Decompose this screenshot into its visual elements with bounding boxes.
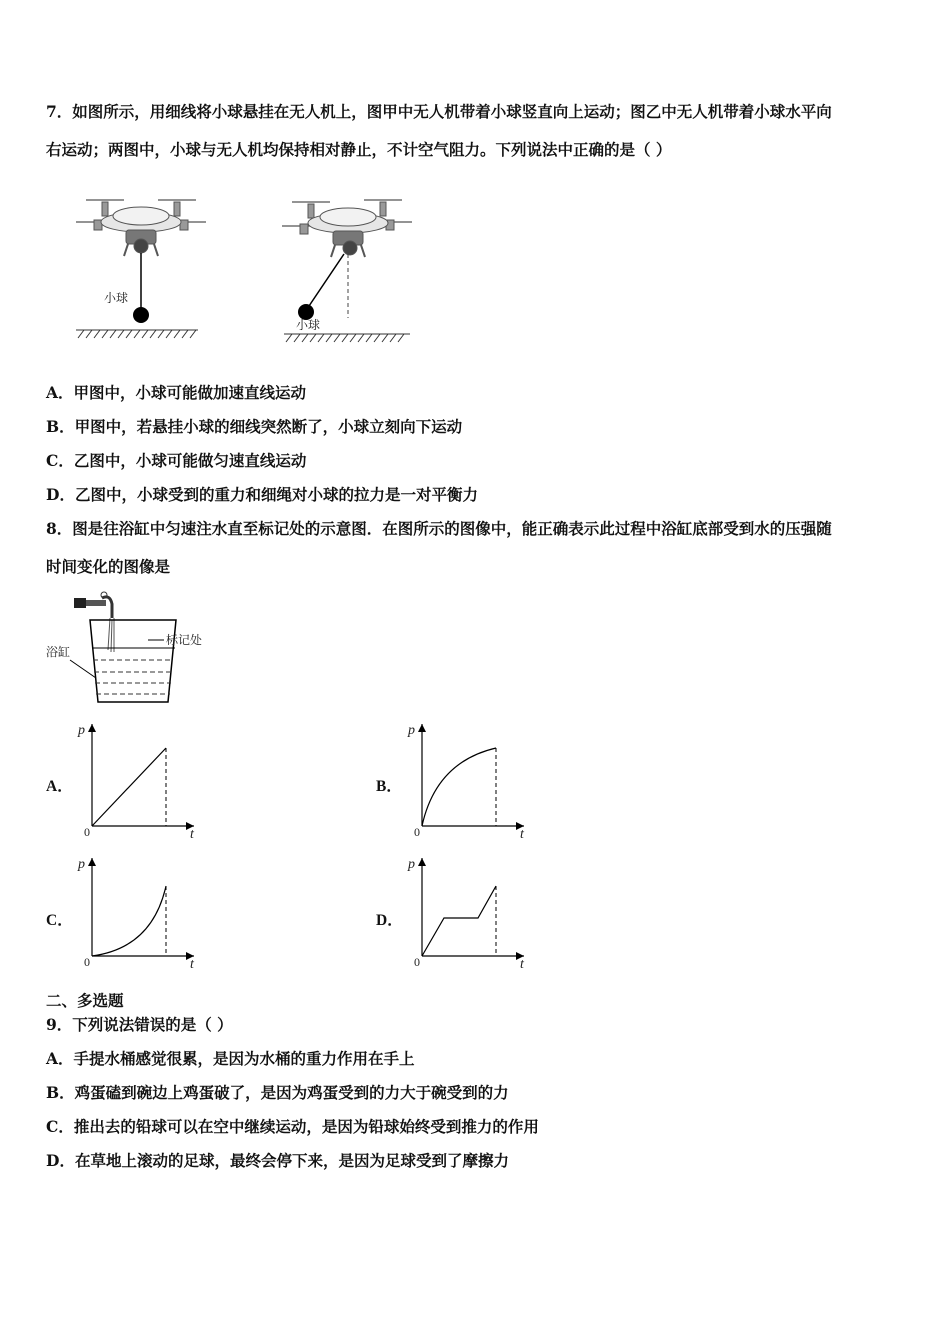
q7-option-b: B．甲图中，若悬挂小球的细线突然断了，小球立刻向下运动 (46, 417, 463, 436)
graph-c[interactable] (76, 852, 204, 974)
ball-label-jia: 小球 (104, 291, 129, 305)
graph-d[interactable] (406, 852, 534, 974)
graph-d-letter[interactable]: D． (376, 912, 403, 929)
tub-label: 浴缸 (46, 645, 71, 659)
q9-option-b: B．鸡蛋磕到碗边上鸡蛋破了，是因为鸡蛋受到的力大于碗受到的力 (46, 1083, 509, 1102)
y-axis-label: p (408, 857, 415, 872)
y-axis-label: p (78, 723, 85, 738)
origin-label: 0 (84, 955, 90, 969)
x-axis-label: t (190, 827, 194, 840)
q9-option-c: C．推出去的铅球可以在空中继续运动，是因为铅球始终受到推力的作用 (46, 1117, 539, 1136)
graph-c-letter[interactable]: C． (46, 912, 73, 929)
q9-option-d: D．在草地上滚动的足球，最终会停下来，是因为足球受到了摩擦力 (46, 1151, 509, 1170)
drone-figure-jia (66, 182, 216, 344)
q7-stem-line2: 右运动；两图中，小球与无人机均保持相对静止，不计空气阻力。下列说法中正确的是（ ） (46, 140, 672, 159)
ball-label-yi: 小球 (296, 318, 321, 332)
curve-convex (92, 886, 166, 956)
origin-label: 0 (414, 955, 420, 969)
section-title: 二、多选题 (46, 991, 124, 1010)
q9-option-a: A．手提水桶感觉很累，是因为水桶的重力作用在手上 (46, 1049, 415, 1068)
x-axis-label: t (520, 957, 524, 972)
ball-icon (133, 307, 149, 323)
bathtub-figure (44, 590, 224, 708)
q8-stem-line1: 8．图是往浴缸中匀速注水直至标记处的示意图．在图所示的图像中，能正确表示此过程中浴缸底部受到水的压强随 (46, 519, 832, 538)
y-axis-label: p (408, 723, 415, 738)
drone-figure-yi (278, 182, 428, 350)
curve-concave (422, 748, 496, 826)
drone-icon (76, 200, 206, 256)
tub-outline (90, 620, 176, 702)
graph-a-letter[interactable]: A． (46, 778, 73, 795)
x-axis-label: t (520, 827, 524, 840)
origin-label: 0 (84, 825, 90, 839)
x-axis-label: t (190, 957, 194, 972)
q7-option-d: D．乙图中，小球受到的重力和细绳对小球的拉力是一对平衡力 (46, 485, 478, 504)
graph-a[interactable] (76, 718, 204, 840)
q9-stem: 9．下列说法错误的是（ ） (46, 1015, 233, 1034)
q7-option-a: A．甲图中，小球可能做加速直线运动 (46, 383, 307, 402)
mark-label: 标记处 (166, 633, 203, 647)
origin-label: 0 (414, 825, 420, 839)
q8-stem-line2: 时间变化的图像是 (46, 557, 171, 576)
y-axis-label: p (78, 857, 85, 872)
faucet-icon (74, 592, 112, 618)
ground-icon (76, 330, 198, 338)
ground-icon (284, 334, 410, 342)
curve-step (422, 886, 496, 956)
q7-option-c: C．乙图中，小球可能做匀速直线运动 (46, 451, 307, 470)
q7-stem-line1: 7．如图所示，用细线将小球悬挂在无人机上，图甲中无人机带着小球竖直向上运动；图乙中无人机带着小球水平向 (46, 102, 832, 121)
drone-icon (282, 200, 412, 257)
graph-b-letter[interactable]: B． (376, 778, 402, 795)
curve-linear (92, 748, 166, 826)
graph-b[interactable] (406, 718, 534, 840)
